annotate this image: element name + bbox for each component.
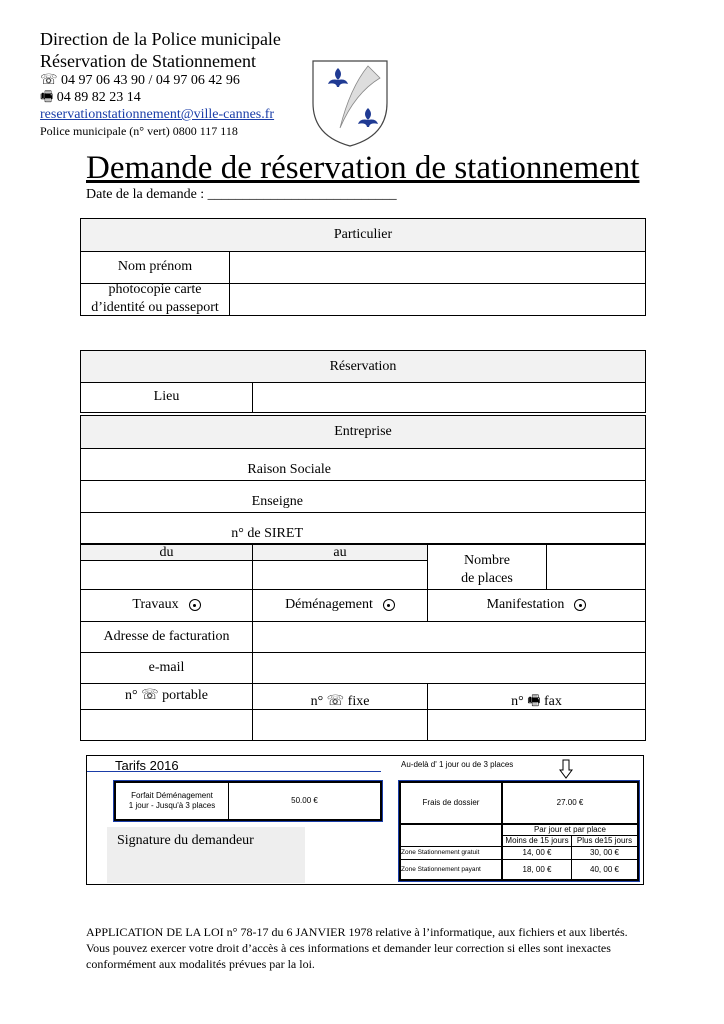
header-fax: 🖷 04 89 82 23 14 xyxy=(40,90,141,105)
date-from-input[interactable] xyxy=(81,561,252,589)
portable-input[interactable] xyxy=(81,710,252,740)
particulier-heading: Particulier xyxy=(81,219,645,251)
enseigne-input[interactable] xyxy=(331,481,645,512)
reservation-table xyxy=(80,350,646,413)
entreprise-heading: Entreprise xyxy=(81,416,645,448)
header-line1: Direction de la Police municipale xyxy=(40,29,281,49)
fixe-input[interactable] xyxy=(253,710,427,740)
adresse-facturation-input[interactable] xyxy=(253,622,645,652)
name-input[interactable] xyxy=(230,252,645,283)
entreprise-table xyxy=(80,415,646,741)
lieu-input[interactable] xyxy=(253,383,645,412)
more-15-days-label: Plus de15 jours xyxy=(576,836,633,845)
enseigne-label: Enseigne xyxy=(251,494,303,509)
portable-label: n° ☏ portable xyxy=(125,688,208,703)
manifestation-radio-icon[interactable] xyxy=(574,599,586,611)
frais-table xyxy=(399,781,639,881)
travaux-radio-icon[interactable] xyxy=(189,599,201,611)
fax-label: n° 🖷 fax xyxy=(511,694,562,709)
nombre-places-input[interactable] xyxy=(547,544,645,589)
reservation-heading: Réservation xyxy=(81,351,645,382)
email-input[interactable] xyxy=(253,653,645,683)
zone-free-more-price: 30, 00 € xyxy=(590,848,619,857)
header-line2: Réservation de Stationnement xyxy=(40,51,256,71)
email-label: e-mail xyxy=(148,659,185,675)
header-green-number: Police municipale (n° vert) 0800 117 118 xyxy=(40,124,238,138)
raison-sociale-input[interactable] xyxy=(331,449,645,480)
particulier-table xyxy=(80,218,646,316)
frais-label: Frais de dossier xyxy=(422,798,480,807)
header-phone: ☏ 04 97 06 43 90 / 04 97 06 42 96 xyxy=(40,73,240,88)
forfait-label: Forfait Déménagement 1 jour - Jusqu'à 3 places xyxy=(128,791,216,810)
type-manifestation-option[interactable]: Manifestation xyxy=(428,589,645,621)
id-document-label: photocopie carte d’identité ou passeport xyxy=(91,282,219,315)
adresse-facturation-label: Adresse de facturation xyxy=(103,628,230,644)
tarifs-title: Tarifs 2016 xyxy=(115,758,179,773)
header-email-link[interactable]: reservationstationnement@ville-cannes.fr xyxy=(40,107,275,122)
date-to-input[interactable] xyxy=(253,561,427,589)
signature-area[interactable] xyxy=(107,827,305,883)
lieu-label: Lieu xyxy=(153,389,180,404)
zone-paid-more-price: 40, 00 € xyxy=(590,864,619,874)
demenagement-radio-icon[interactable] xyxy=(383,599,395,611)
nombre-places-label: Nombre de places xyxy=(461,553,513,586)
siret-input[interactable] xyxy=(331,513,645,542)
zone-free-less-price: 14, 00 € xyxy=(522,848,552,857)
zone-paid-label: Zone Stationnement payant xyxy=(401,865,481,873)
signature-label: Signature du demandeur xyxy=(117,833,254,848)
city-emblem-icon xyxy=(310,58,390,148)
fixe-label: n° ☏ fixe xyxy=(310,694,370,709)
legal-notice: APPLICATION DE LA LOI n° 78-17 du 6 JANVIER 1978 relative à l’informatique, aux fichiers et aux libertés. Vous pouvez exercer votre droit d’accès à ces informations et demander leur correction si elles sont inexactes conformément aux modalités prévues par la loi. xyxy=(86,925,628,971)
request-date-field[interactable]: Date de la demande : ___________________________ xyxy=(86,187,397,202)
less-15-days-label: Moins de 15 jours xyxy=(505,836,569,845)
frais-price: 27.00 € xyxy=(556,798,584,807)
zone-paid-less-price: 18, 00 € xyxy=(522,864,552,874)
forfait-demenagement-row xyxy=(114,781,382,821)
forfait-price: 50.00 € xyxy=(291,796,318,805)
siret-label: n° de SIRET xyxy=(231,526,303,541)
au-label: au xyxy=(253,545,427,560)
name-label: Nom prénom xyxy=(117,259,193,274)
tarifs-box xyxy=(86,755,644,885)
tarifs-beyond-note: Au-delà d' 1 jour ou de 3 places xyxy=(401,760,514,769)
page-title: Demande de réservation de stationnement xyxy=(86,150,640,186)
type-travaux-option[interactable]: Travaux xyxy=(81,589,252,621)
per-day-label: Par jour et par place xyxy=(533,825,607,834)
arrow-down-icon xyxy=(559,759,573,779)
du-label: du xyxy=(81,545,252,560)
zone-free-label: Zone Stationnement gratuit xyxy=(401,849,480,856)
raison-sociale-label: Raison Sociale xyxy=(247,462,331,477)
id-document-input[interactable] xyxy=(230,284,645,315)
fax-input[interactable] xyxy=(428,710,645,740)
type-demenagement-option[interactable]: Déménagement xyxy=(253,589,427,621)
